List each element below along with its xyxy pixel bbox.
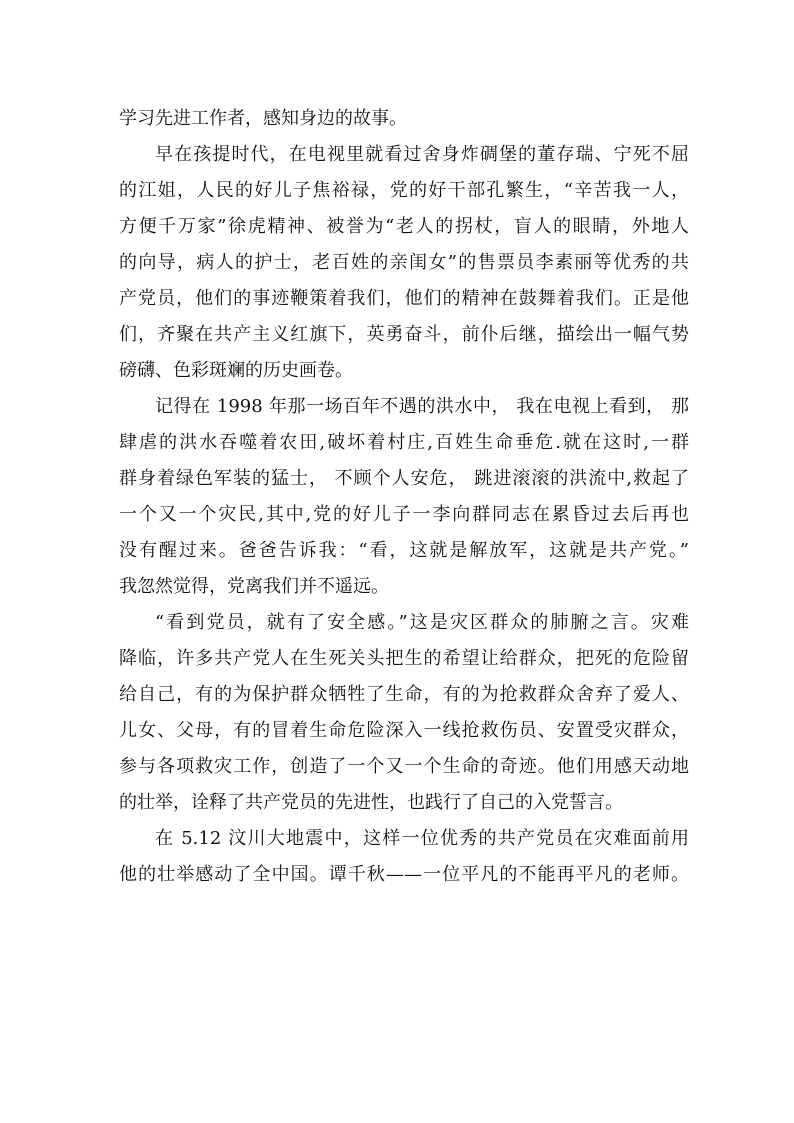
paragraph-line: 给自己，有的为保护群众牺牲了生命，有的为抢救群众舍弃了爱人、 xyxy=(119,684,689,705)
paragraph-line: 记得在 1998 年那一场百年不遇的洪水中， 我在电视上看到， 那 xyxy=(155,396,689,417)
paragraph-line: 的壮举，诠释了共产党员的先进性，也践行了自己的入党誓言。 xyxy=(119,792,623,813)
paragraph-line: 肆虐的洪水吞噬着农田,破坏着村庄,百姓生命垂危.就在这时,一群 xyxy=(119,432,689,453)
document-body xyxy=(119,101,689,893)
paragraph-line: 他的壮举感动了全中国。谭千秋——一位平凡的不能再平凡的老师。 xyxy=(119,864,689,885)
paragraph-line: 方便千万家”徐虎精神、被誉为“老人的拐杖，盲人的眼睛，外地人 xyxy=(119,216,689,237)
paragraph-line: 参与各项救灾工作，创造了一个又一个生命的奇迹。他们用感天动地 xyxy=(119,756,689,777)
paragraph-line: 的江姐，人民的好儿子焦裕禄，党的好干部孔繁生，“辛苦我一人， xyxy=(119,180,689,201)
paragraph-line: 群身着绿色军装的猛士， 不顾个人安危， 跳进滚滚的洪流中,救起了 xyxy=(119,468,689,489)
paragraph-line: 的向导，病人的护士，老百姓的亲闺女”的售票员李素丽等优秀的共 xyxy=(119,252,689,273)
paragraph-line: 学习先进工作者，感知身边的故事。 xyxy=(119,108,407,129)
paragraph-line: 我忽然觉得，党离我们并不遥远。 xyxy=(119,576,389,597)
paragraph-line: “看到党员，就有了安全感。”这是灾区群众的肺腑之言。灾难 xyxy=(155,612,689,633)
paragraph-line: 们，齐聚在共产主义红旗下，英勇奋斗，前仆后继，描绘出一幅气势 xyxy=(119,324,689,345)
paragraph-line: 在 5.12 汶川大地震中，这样一位优秀的共产党员在灾难面前用 xyxy=(155,828,689,849)
paragraph-line: 产党员，他们的事迹鞭策着我们，他们的精神在鼓舞着我们。正是他 xyxy=(119,288,689,309)
paragraph-line: 没有醒过来。爸爸告诉我：“看，这就是解放军，这就是共产党。” xyxy=(119,540,689,561)
paragraph-line: 早在孩提时代，在电视里就看过舍身炸碉堡的董存瑞、宁死不屈 xyxy=(155,144,689,165)
paragraph-line: 磅礴、色彩斑斓的历史画卷。 xyxy=(119,360,353,381)
paragraph-line: 降临，许多共产党人在生死关头把生的希望让给群众，把死的危险留 xyxy=(119,648,689,669)
paragraph-line: 一个又一个灾民,其中,党的好儿子一李向群同志在累昏过去后再也 xyxy=(119,504,689,525)
paragraph-line: 儿女、父母，有的冒着生命危险深入一线抢救伤员、安置受灾群众， xyxy=(119,720,689,741)
